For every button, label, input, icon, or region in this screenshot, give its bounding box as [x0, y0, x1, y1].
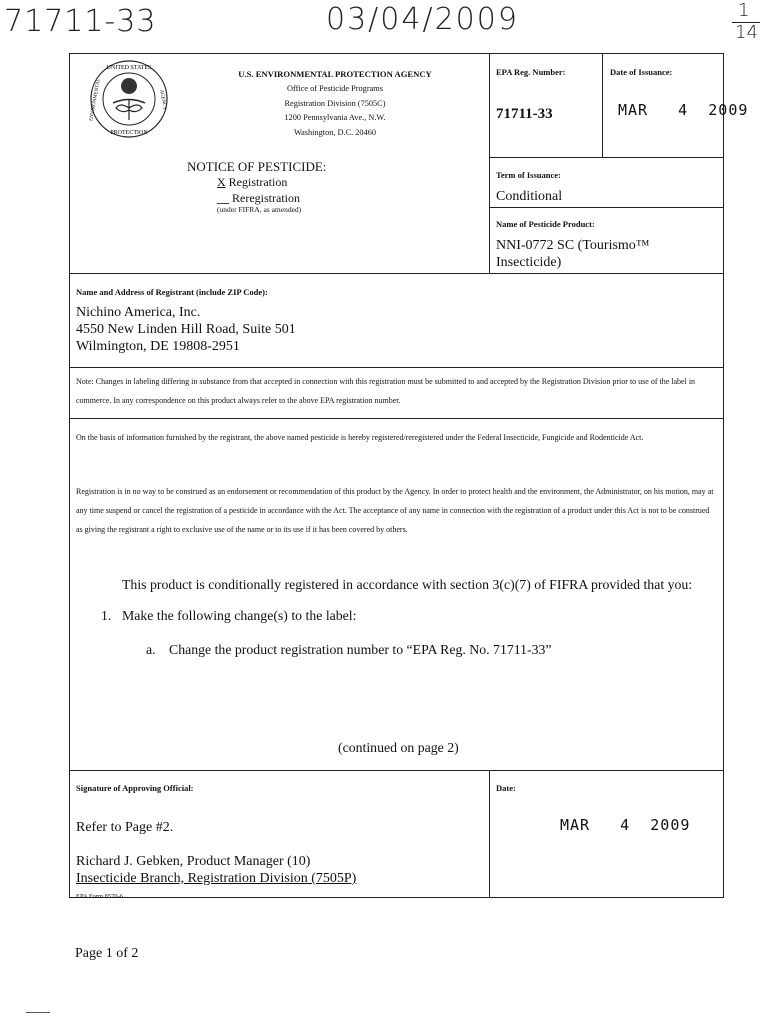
- term-row-bottom: [489, 207, 724, 208]
- agency-office: Office of Pesticide Programs: [287, 83, 383, 93]
- condition-1-number: 1.: [101, 608, 112, 623]
- signature-date-label: Date:: [496, 783, 516, 793]
- basis-top-rule: [69, 418, 724, 419]
- reg-number-label: EPA Reg. Number:: [496, 67, 566, 77]
- registrant-street: 4550 New Linden Hill Road, Suite 501: [76, 322, 296, 337]
- approving-official-name: Richard J. Gebken, Product Manager (10): [76, 854, 311, 869]
- registration-basis: On the basis of information furnished by the registrant, the above named pesticide is hereby registered/reregistered under the Federal Insecticide, Fungicide and Rodenticide Act.: [76, 433, 644, 442]
- handwritten-reg-number: 71711-33: [4, 4, 157, 39]
- handwritten-page-fraction-top: 1: [738, 0, 750, 21]
- condition-1a-text: Change the product registration number to “EPA Reg. No. 71711-33”: [169, 642, 552, 657]
- date-issuance-stamp: MAR 4 2009: [618, 101, 749, 119]
- agency-city: Washington, D.C. 20460: [293, 128, 377, 138]
- seal-left-text: ENVIRONMENTAL: [89, 78, 102, 122]
- notice-registration-mark: X: [217, 175, 226, 189]
- note-top-rule: [69, 367, 724, 368]
- conditional-statement: This product is conditionally registered in accordance with section 3(c)(7) of FIFRA provided that you:: [122, 577, 693, 592]
- agency-street: 1200 Pennsylvania Ave., N.W.: [284, 113, 386, 123]
- notice-reregistration-label: Reregistration: [232, 191, 300, 205]
- signature-top-rule: [69, 770, 724, 771]
- signature-label: Signature of Approving Official:: [76, 783, 194, 793]
- approving-official-branch: Insecticide Branch, Registration Division (7505P): [76, 871, 357, 886]
- agency-name: U.S. ENVIRONMENTAL PROTECTION AGENCY: [238, 69, 432, 79]
- registrant-address: [76, 304, 296, 355]
- date-issuance-label: Date of Issuance:: [610, 67, 673, 77]
- form-frame: [69, 53, 724, 898]
- registrant-label: Name and Address of Registrant (include ZIP Code):: [76, 287, 268, 297]
- registration-disclaimer: Registration is in no way to be construed as an endorsement or recommendation of this product by the Agency. In order to protect health and the environment, the Administrator, on his motion, may at any time suspend or cancel the registration of a pesticide in accordance with the Act. The acceptance of any name in connection with the registration of a product under this Act is not to be construed as giving the registrant a right to exclusive use of the name or to its use if it has been covered by others.: [76, 487, 714, 534]
- product-line-1: NNI-0772 SC (Tourismo™: [496, 238, 650, 253]
- condition-1-text: Make the following change(s) to the label:: [122, 608, 357, 623]
- reg-row-bottom: [489, 157, 724, 158]
- epa-seal-icon: [82, 58, 176, 140]
- page-number: Page 1 of 2: [75, 946, 139, 961]
- reg-date-divider: [602, 53, 603, 157]
- seal-top-text: UNITED STATES: [106, 65, 152, 71]
- agency-division: Registration Division (7505C): [284, 98, 386, 108]
- signature-block: [76, 853, 356, 887]
- handwritten-page-fraction-bottom: 14: [735, 22, 758, 43]
- registrant-top-rule: [69, 273, 724, 274]
- continued-note: (continued on page 2): [338, 740, 459, 755]
- agency-header: [180, 67, 490, 141]
- product-line-2: Insecticide): [496, 255, 562, 270]
- term-value: Conditional: [496, 189, 563, 204]
- handwritten-date: 03/04/2009: [326, 2, 519, 37]
- seal-bottom-text: PROTECTION: [110, 130, 148, 136]
- notice-registration-label: Registration: [228, 175, 288, 189]
- reg-number-value: 71711-33: [496, 106, 553, 122]
- signature-refer: Refer to Page #2.: [76, 820, 174, 835]
- signature-date-divider: [489, 770, 490, 898]
- product-name: [496, 237, 650, 271]
- form-id: EPA Form 8570-6: [76, 893, 124, 900]
- signature-date-stamp: MAR 4 2009: [560, 816, 691, 834]
- term-label: Term of Issuance:: [496, 170, 561, 180]
- condition-1a-number: a.: [146, 642, 156, 657]
- notice-reregistration-blank: __: [217, 191, 229, 205]
- registrant-name: Nichino America, Inc.: [76, 305, 201, 320]
- product-label: Name of Pesticide Product:: [496, 219, 595, 229]
- scan-mark: [26, 1012, 50, 1013]
- notice-option-reregistration: [217, 191, 300, 206]
- notice-option-registration: [217, 175, 287, 190]
- notice-under: (under FIFRA, as amended): [217, 205, 302, 214]
- labeling-note: Note: Changes in labeling differing in substance from that accepted in connection with this registration must be submitted to and accepted by the Registration Division prior to use of the label in commerce. In any correspondence on this product always refer to the above EPA registration number.: [76, 377, 696, 405]
- notice-title: NOTICE OF PESTICIDE:: [187, 159, 327, 174]
- right-column-divider: [489, 53, 490, 273]
- seal-right-text: AGENCY: [158, 89, 167, 111]
- registrant-city: Wilmington, DE 19808-2951: [76, 339, 240, 354]
